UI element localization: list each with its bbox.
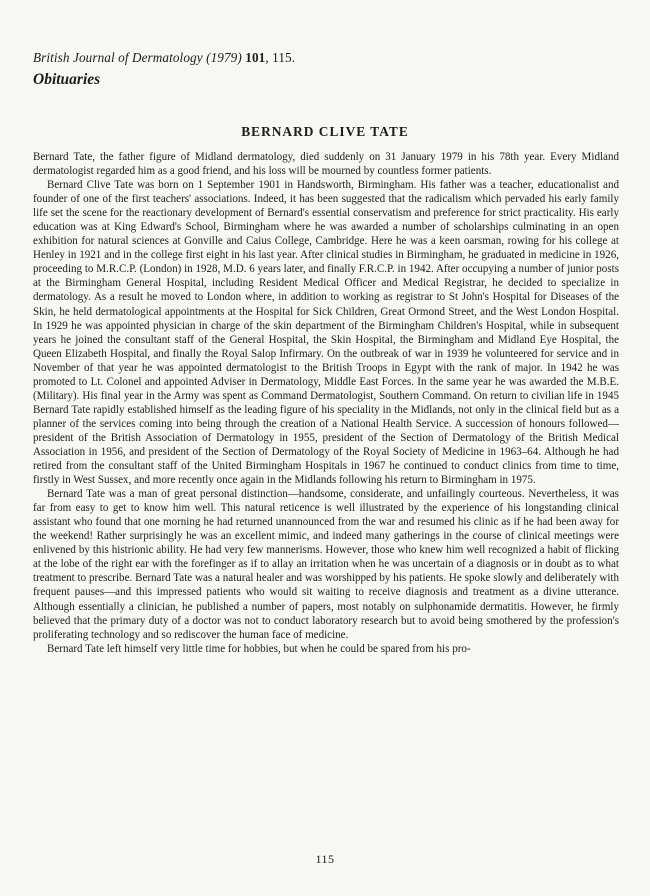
paragraph-4: Bernard Tate left himself very little time for hobbies, but when he could be spared from his pro- bbox=[47, 642, 471, 655]
section-heading: Obituaries bbox=[33, 71, 101, 88]
paragraph-3: Bernard Tate was a man of great personal distinction—handsome, considerate, and unfailingly courteous. Nevertheless, it was far from easy to get to know him well. This natural reticence is well illustrated by the experience of his longstanding clinical assistant who found that one morning he had returned unannounced from the war and resumed his clinic as if he had been away for the weekend! Rather surprisingly he was an excellent mimic, and indeed many gatherings in the course of clinical meetings were enlivened by this histrionic ability. He had very few mannerisms. However, those who knew him well recognized a habit of flicking at the lobe of the right ear with the forefinger as if to allay an irritation when he was uncertain of a diagnosis or in doubt as to what treatment to prescribe. Bernard Tate was a natural healer and was worshipped by his patients. He spoke slowly and deliberately with frequent pauses—and this impressed patients who would sit waiting to receive diagnosis and treatment as a divine utterance. Although essentially a clinician, he published a number of papers, most notably on sulphonamide dermatitis. However, he firmly believed that the primary duty of a doctor was not to conduct laboratory research but to avoid being smothered by the profession's proliferating technology and so rediscover the human face of medicine. bbox=[33, 488, 619, 641]
article-title: BERNARD CLIVE TATE bbox=[241, 124, 409, 139]
article-body bbox=[33, 150, 619, 656]
page-number: 115 bbox=[315, 852, 335, 866]
journal-page-ref: , 115. bbox=[265, 50, 296, 65]
paragraph-2: Bernard Clive Tate was born on 1 September 1901 in Handsworth, Birmingham. His father was a teacher, educationalist and founder of one of the first teachers' associations. Indeed, it has been suggested that the radicalism which pervaded his early family life set the scene for the reactionary development of Bernard's essential conservatism and preference for strict practicality. His early education was at King Edward's School, Birmingham where he was awarded a number of scholarships culminating in an open exhibition for natural sciences at Gonville and Caius College, Cambridge. Here he was a keen oarsman, rowing for his college at Henley in 1921 and in the college first eight in his last year. After clinical studies in Birmingham, he graduated in medicine in 1926, proceeding to M.R.C.P. (London) in 1928, M.D. 6 years later, and finally F.R.C.P. in 1942. After occupying a number of junior posts at the Birmingham General Hospital, including Resident Medical Officer and Medical Registrar, he decided to specialize in dermatology. As a result he moved to London where, in addition to working as registrar to St John's Hospital for Diseases of the Skin, he held dermatological appointments at the Hospital for Sick Children, Great Ormond Street, and the West London Hospital. In 1929 he was appointed physician in charge of the skin department of the Birmingham Children's Hospital, while in subsequent years he joined the consultant staff of the General Hospital, the Skin Hospital, the Birmingham and Midland Eye Hospital, the Queen Elizabeth Hospital, and finally the Royal Salop Infirmary. On the outbreak of war in 1939 he volunteered for service and in November of that year he was appointed dermatologist to the British Troops in Egypt with the rank of major. In 1942 he was promoted to Lt. Colonel and appointed Adviser in Dermatology, Middle East Forces. In the same year he was awarded the M.B.E. (Military). His final year in the Army was spent as Command Dermatologist, Southern Command. On return to civilian life in 1945 Bernard Tate rapidly established himself as the leading figure of his speciality in the Midlands, not only in the clinical field but as a planner of the services coming into being through the creation of a National Health Service. A succession of honours followed—president of the British Association of Dermatology in 1955, president of the Section of Dermatology of the British Medical Association in 1956, and president of the Section of Dermatology of the Royal Society of Medicine in 1963–64. Although he had retired from the consultant staff of the United Birmingham Hospitals in 1967 he continued to conduct clinics from time to time, firstly in West Sussex, and more recently once again in the Midlands following his return to Birmingham in 1975. bbox=[33, 179, 619, 487]
paragraph-1: Bernard Tate, the father figure of Midland dermatology, died suddenly on 31 January 1979 in his 78th year. Every Midland dermatologist regarded him as a good friend, and his loss will be mourned by countless former patients. bbox=[33, 151, 619, 178]
journal-name: British Journal of Dermatology bbox=[33, 50, 203, 65]
journal-volume: 101 bbox=[245, 50, 266, 65]
running-head bbox=[33, 50, 295, 66]
journal-year: (1979) bbox=[206, 50, 242, 65]
